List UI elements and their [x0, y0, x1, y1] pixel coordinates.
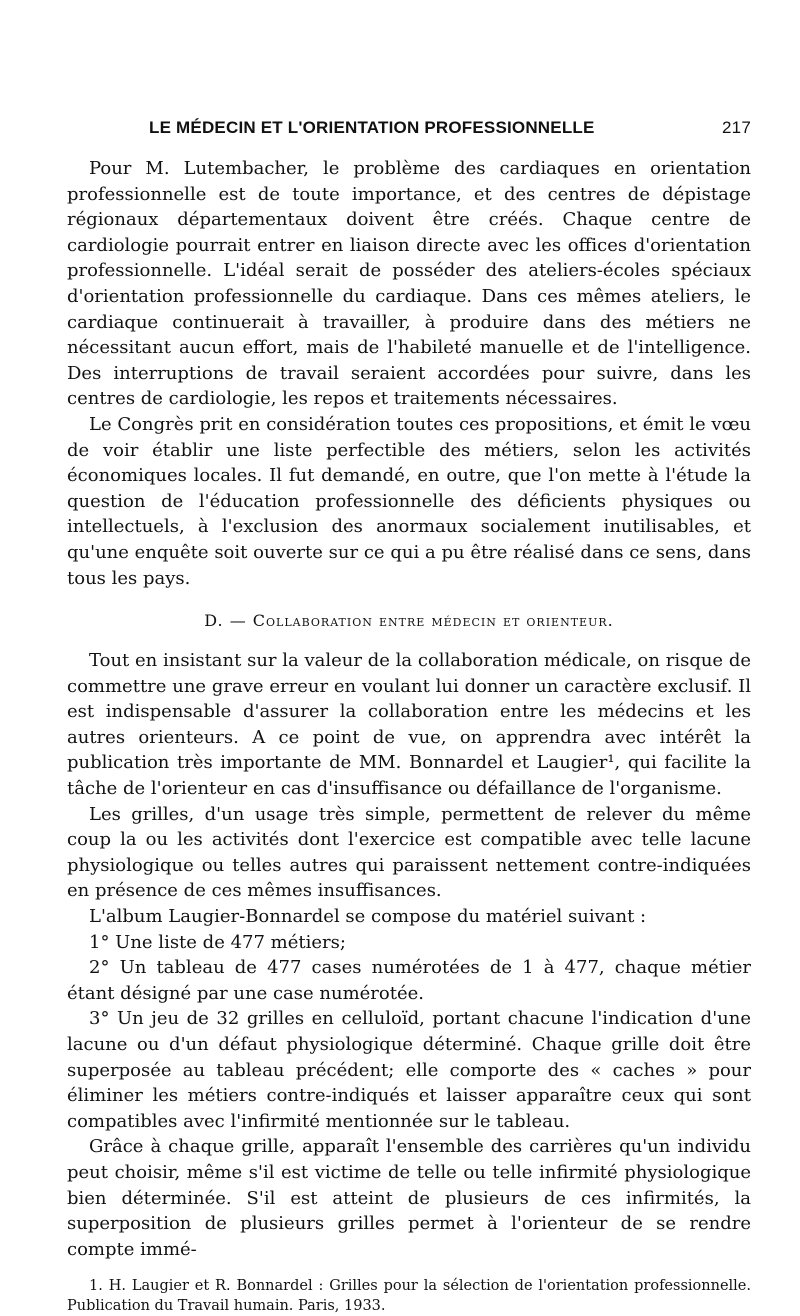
- list-item: 3° Un jeu de 32 grilles en celluloïd, portant chacune l'indication d'une lacune ou d'un défaut physiologique déterminé. Chaque grille doit être superposée au tableau précédent; elle comporte des « caches » pour éliminer les métiers contre-indiqués et laisser apparaître ceux qui sont compatibles avec l'infirmité mentionnée sur le tableau.: [67, 1008, 751, 1132]
- footnote: 1. H. Laugier et R. Bonnardel : Grilles pour la sélection de l'orientation professionnelle. Publication du Travail humain. Paris, 1933.: [67, 1278, 751, 1315]
- paragraph: Tout en insistant sur la valeur de la collaboration médicale, on risque de commettre une grave erreur en voulant lui donner un caractère exclusif. Il est indispensable d'assurer la collaboration entre les médecins et les autres orienteurs. A ce point de vue, on apprendra avec intérêt la publication très importante de MM. Bonnardel et Laugier¹, qui facilite la tâche de l'orienteur en cas d'insuffisance ou défaillance de l'organisme.: [67, 650, 751, 800]
- paragraph: Les grilles, d'un usage très simple, permettent de relever du même coup la ou les activités dont l'exercice est compatible avec telle lacune physiologique ou telles autres qui paraissent nettement contre-indiquées en présence de ces mêmes insuffisances.: [67, 803, 751, 902]
- paragraph: Pour M. Lutembacher, le problème des cardiaques en orientation professionnelle est de toute importance, et des centres de dépistage régionaux départementaux doivent être créés. Chaque centre de cardiologie pourrait entrer en liaison directe avec les offices d'orientation professionnelle. L'idéal serait de posséder des ateliers-écoles spéciaux d'orientation professionnelle du cardiaque. Dans ces mêmes ateliers, le cardiaque continuerait à travailler, à produire dans des métiers ne nécessitant aucun effort, mais de l'habileté manuelle et de l'intelligence. Des interruptions de travail seraient accordées pour suivre, dans les centres de cardiologie, les repos et traitements nécessaires.: [67, 158, 751, 410]
- running-header: [67, 118, 751, 146]
- paragraph: L'album Laugier-Bonnardel se compose du matériel suivant :: [89, 906, 647, 928]
- body-text: [67, 156, 751, 1262]
- section-heading: D. — Collaboration entre médecin et orienteur.: [204, 611, 614, 631]
- page-number: 217: [722, 118, 751, 137]
- paragraph: Grâce à chaque grille, apparaît l'ensemble des carrières qu'un individu peut choisir, même s'il est victime de telle ou telle infirmité physiologique bien déterminée. S'il est atteint de plusieurs de ces infirmités, la superposition de plusieurs grilles permet à l'orienteur de se rendre compte immé-: [67, 1136, 751, 1260]
- list-item: 1° Une liste de 477 métiers;: [89, 931, 346, 953]
- document-page: [67, 118, 751, 1316]
- list-item: 2° Un tableau de 477 cases numérotées de 1 à 477, chaque métier étant désigné par une case numérotée.: [67, 957, 751, 1004]
- paragraph: Le Congrès prit en considération toutes ces propositions, et émit le vœu de voir établir une liste perfectible des métiers, selon les activités économiques locales. Il fut demandé, en outre, que l'on mette à l'étude la question de l'éducation professionnelle des déficients physiques ou intellectuels, à l'exclusion des anormaux socialement inutilisables, et qu'une enquête soit ouverte sur ce qui a pu être réalisé dans ce sens, dans tous les pays.: [67, 413, 751, 589]
- running-title: LE MÉDECIN ET L'ORIENTATION PROFESSIONNELLE: [149, 118, 595, 137]
